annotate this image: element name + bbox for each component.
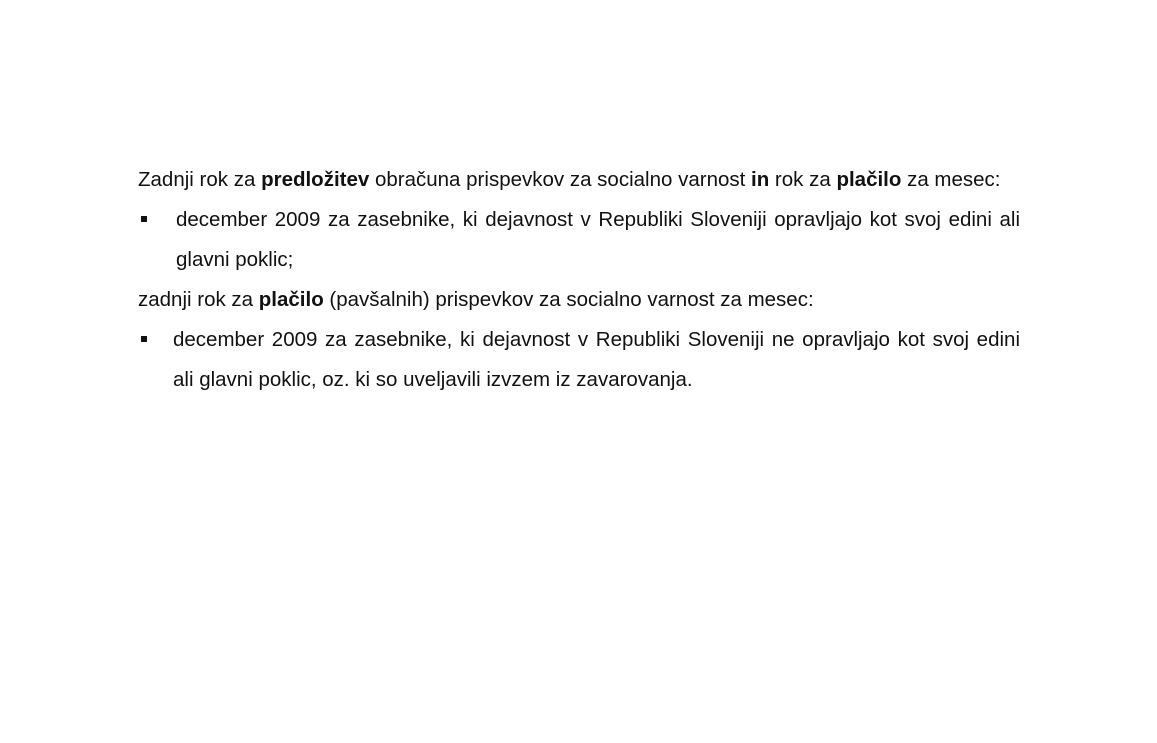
paragraph-deadline-payment — [138, 280, 1020, 320]
text-segment: (pavšalnih) prispevkov za socialno varnost za mesec: — [323, 288, 814, 311]
list-item — [138, 320, 1020, 400]
text-segment: zadnji rok za — [138, 288, 259, 311]
bold-segment: in — [751, 168, 770, 191]
bullet-list-2 — [138, 320, 1020, 400]
text-segment: rok za — [769, 168, 837, 191]
bold-segment: predložitev — [261, 168, 370, 191]
bold-segment: plačilo — [836, 168, 902, 191]
square-bullet-icon — [141, 216, 147, 222]
text-segment: Zadnji rok za — [138, 168, 262, 191]
list-item-text: december 2009 za zasebnike, ki dejavnost v Republiki Sloveniji opravljajo kot svoj edini ali glavni poklic; — [176, 208, 1020, 271]
bold-segment: plačilo — [258, 288, 324, 311]
text-segment: za mesec: — [901, 168, 1001, 191]
square-bullet-icon — [141, 336, 147, 342]
text-segment: obračuna prispevkov za socialno varnost — [369, 168, 752, 191]
list-item-text: december 2009 za zasebnike, ki dejavnost v Republiki Sloveniji ne opravljajo kot svoj edini ali glavni poklic, oz. ki so uveljavili izvzem iz zavarovanja. — [173, 328, 1020, 391]
paragraph-deadline-submission — [138, 160, 1020, 200]
document-content — [138, 160, 1020, 400]
list-item — [138, 200, 1020, 280]
bullet-list-1 — [138, 200, 1020, 280]
